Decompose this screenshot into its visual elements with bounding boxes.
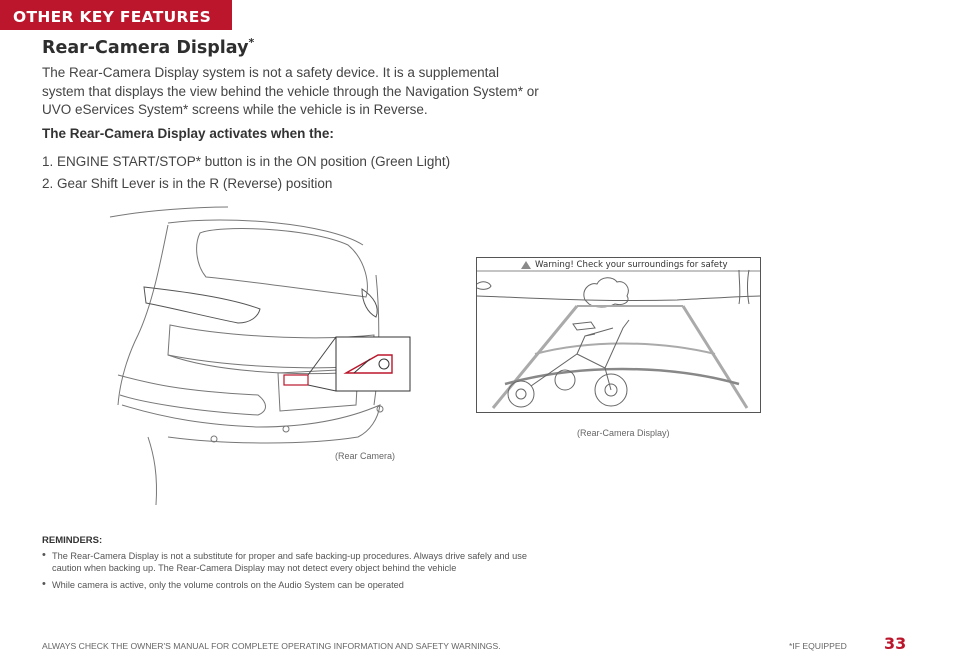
section-tab-label: OTHER KEY FEATURES xyxy=(13,8,212,26)
warning-triangle-icon xyxy=(521,261,531,269)
guide-line-right xyxy=(683,306,747,408)
car-hatch-outline xyxy=(118,225,168,405)
cloud-shape xyxy=(584,278,628,307)
tricycle-drawing xyxy=(508,320,629,407)
car-tail-light-right xyxy=(362,289,377,317)
step-item: 2. Gear Shift Lever is in the R (Reverse) position xyxy=(42,176,333,191)
camera-caption: (Rear Camera) xyxy=(335,451,396,461)
activation-subheading: The Rear-Camera Display activates when the: xyxy=(42,126,334,141)
section-tab xyxy=(0,0,232,30)
reminder-item: • While camera is active, only the volume controls on the Audio System can be operated xyxy=(42,579,532,591)
reminders-heading: REMINDERS: xyxy=(42,535,103,546)
guide-line-near xyxy=(505,369,739,384)
tree-trunk xyxy=(739,270,749,304)
activation-steps xyxy=(42,152,450,196)
car-roof-line xyxy=(110,207,228,217)
page-title xyxy=(42,38,254,58)
page-title-text: Rear-Camera Display xyxy=(42,38,249,58)
car-rear-window xyxy=(197,229,368,297)
step-item: 1. ENGINE START/STOP* button is in the ON position (Green Light) xyxy=(42,154,451,169)
callout-line xyxy=(308,337,336,375)
bush-shape xyxy=(477,282,491,289)
rear-camera-illustration xyxy=(108,205,428,515)
display-warning-text: Warning! Check your surroundings for safety xyxy=(535,259,728,270)
display-caption: (Rear-Camera Display) xyxy=(577,428,670,438)
car-tail-light-left xyxy=(144,287,260,323)
guide-line-mid xyxy=(535,344,715,355)
callout-line xyxy=(308,385,336,391)
guide-line-left xyxy=(493,306,577,408)
rear-camera-display xyxy=(476,257,761,413)
car-bumper-upper xyxy=(118,375,266,415)
intro-paragraph: The Rear-Camera Display system is not a safety device. It is a supplemental system that displays the view behind the vehicle through the Navigation System* or UVO eServices System* screens while the vehicle is in Reverse. xyxy=(42,65,539,117)
reminders-list xyxy=(42,550,532,596)
footer-disclaimer: ALWAYS CHECK THE OWNER'S MANUAL FOR COMPLETE OPERATING INFORMATION AND SAFETY WARNINGS. xyxy=(42,641,501,651)
camera-detail-box xyxy=(336,337,410,391)
camera-location-marker xyxy=(284,375,308,385)
display-warning xyxy=(521,258,761,271)
reminder-item: • The Rear-Camera Display is not a substitute for proper and safe backing-up procedures. Always drive safely and use caution when backing up. The Rear-Camera Display may not detect every object behind the vehicle xyxy=(42,550,532,574)
car-bumper-lower xyxy=(122,405,380,443)
page-number: 33 xyxy=(884,634,907,653)
display-scene xyxy=(477,258,761,413)
title-asterisk: * xyxy=(248,36,255,49)
car-bumper-bottom xyxy=(148,437,157,505)
parking-sensor xyxy=(283,426,289,432)
ground-horizon xyxy=(477,296,761,301)
footer-equipped-note: *IF EQUIPPED xyxy=(789,641,847,651)
